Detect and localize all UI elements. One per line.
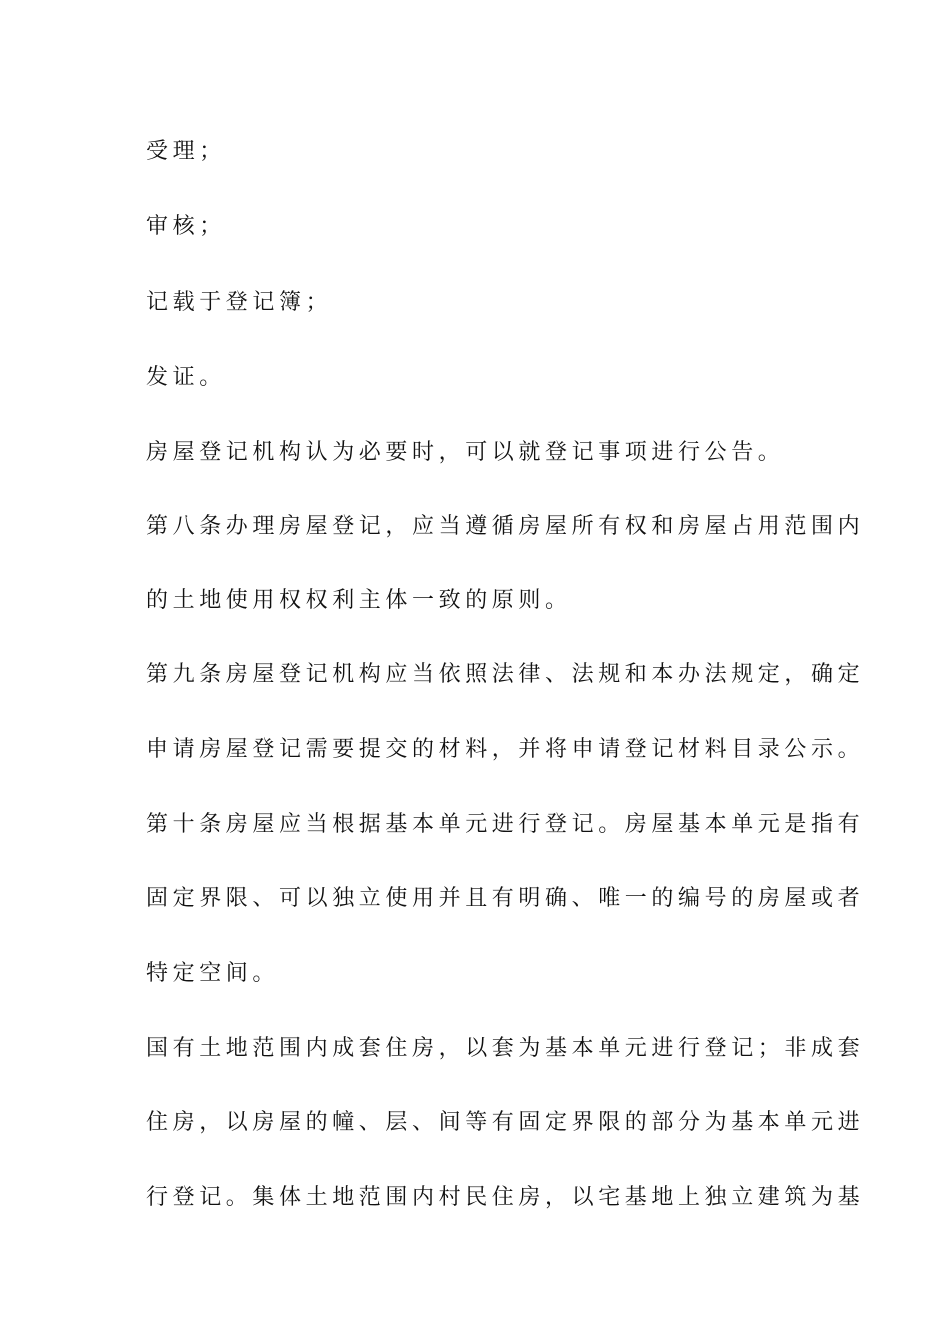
- text-line: 第九条房屋登记机构应当依照法律、法规和本办法规定，确定: [146, 662, 865, 687]
- text-line: 记载于登记簿；: [146, 290, 333, 315]
- text-line: 国有土地范围内成套住房，以套为基本单元进行登记；非成套: [146, 1036, 865, 1061]
- text-line: 发证。: [146, 365, 226, 390]
- text-line: 审核；: [146, 214, 226, 239]
- text-line: 固定界限、可以独立使用并且有明确、唯一的编号的房屋或者: [146, 886, 865, 911]
- text-line: 申请房屋登记需要提交的材料，并将申请登记材料目录公示。: [146, 737, 865, 762]
- text-line: 的土地使用权权利主体一致的原则。: [146, 588, 572, 613]
- text-line: 第八条办理房屋登记，应当遵循房屋所有权和房屋占用范围内: [146, 514, 865, 539]
- text-line: 住房，以房屋的幢、层、间等有固定界限的部分为基本单元进: [146, 1110, 865, 1135]
- text-line: 特定空间。: [146, 961, 280, 986]
- text-line: 行登记。集体土地范围内村民住房，以宅基地上独立建筑为基: [146, 1185, 865, 1210]
- text-line: 受理；: [146, 139, 226, 164]
- text-line: 房屋登记机构认为必要时，可以就登记事项进行公告。: [146, 440, 785, 465]
- text-line: 第十条房屋应当根据基本单元进行登记。房屋基本单元是指有: [146, 812, 865, 837]
